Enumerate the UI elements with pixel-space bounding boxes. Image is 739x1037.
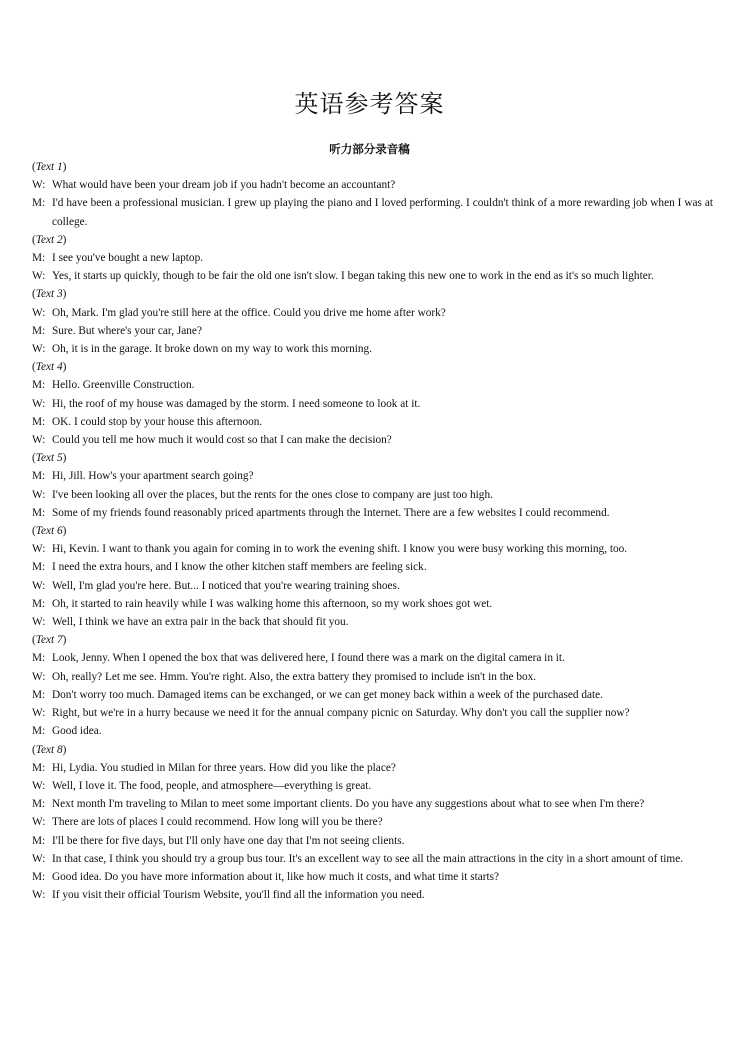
speaker-label: W [32, 270, 43, 283]
dialogue-line [32, 558, 713, 576]
utterance-text: Oh, it started to rain heavily while I was walking home this afternoon, so my work shoes got wet. [52, 597, 493, 610]
utterance-text: OK. I could stop by your house this afternoon. [52, 415, 263, 428]
speaker-label: W [32, 779, 43, 792]
speaker-colon: : [42, 779, 46, 792]
text-label: Text 2 [35, 233, 63, 246]
speaker-label: W [32, 543, 43, 556]
speaker [32, 886, 52, 904]
speaker [32, 777, 52, 795]
speaker-colon: : [42, 652, 46, 665]
speaker-label: M [32, 798, 43, 811]
paren-open: ( [32, 288, 36, 301]
utterance-text: I see you've bought a new laptop. [52, 252, 204, 265]
utterance-text: Oh, it is in the garage. It broke down on my way to work this morning. [52, 343, 373, 356]
speaker-colon: : [42, 343, 46, 356]
speaker [32, 395, 52, 413]
speaker [32, 194, 52, 212]
speaker-label: W [32, 707, 43, 720]
text-label: Text 1 [35, 161, 63, 173]
dialogue-line [32, 813, 713, 831]
speaker [32, 249, 52, 267]
utterance-text: Hi, Lydia. You studied in Milan for three years. How did you like the place? [52, 761, 396, 774]
paren-close: ) [62, 743, 67, 756]
dialogue-line [32, 376, 713, 394]
utterance-text: Don't worry too much. Damaged items can be exchanged, or we can get money back within a week of the purchased date. [52, 688, 603, 701]
speaker-colon: : [42, 579, 46, 592]
speaker-colon: : [42, 470, 46, 483]
dialogue-line [32, 704, 713, 722]
utterance-text: Well, I think we have an extra pair in the back that should fit you. [52, 616, 349, 629]
speaker-label: W [32, 434, 43, 447]
dialogue-line [32, 540, 713, 558]
speaker-label: W [32, 616, 43, 629]
utterance-text: What would have been your dream job if you hadn't become an accountant? [52, 179, 396, 192]
speaker [32, 850, 52, 868]
speaker-colon: : [42, 870, 46, 883]
dialogue-line [32, 595, 713, 613]
dialogue-line [32, 486, 713, 504]
speaker-colon: : [42, 415, 46, 428]
speaker [32, 613, 52, 631]
speaker [32, 832, 52, 850]
paren-close: ) [62, 634, 67, 647]
paren-close: ) [62, 525, 67, 538]
page-title: 英语参考答案 [294, 90, 445, 118]
text-label: Text 5 [35, 452, 63, 465]
utterance-text: Right, but we're in a hurry because we need it for the annual company picnic on Saturday. Why don't you call the supplier now? [52, 707, 630, 720]
speaker-colon: : [42, 543, 46, 556]
paren-close: ) [62, 161, 67, 173]
text-label: Text 7 [35, 634, 63, 647]
speaker-label: M [32, 324, 43, 337]
utterance-text: I'd have been a professional musician. I grew up playing the piano and I loved performing. I couldn't think of a more rewarding job when I was at college. [52, 197, 713, 228]
speaker-colon: : [42, 597, 46, 610]
utterance-text: Sure. But where's your car, Jane? [52, 324, 202, 337]
text-label: Text 3 [35, 288, 63, 301]
paren-close: ) [62, 233, 67, 246]
speaker-colon: : [42, 761, 46, 774]
speaker [32, 558, 52, 576]
speaker-label: M [32, 252, 43, 265]
speaker-label: W [32, 852, 43, 865]
utterance-text: Could you tell me how much it would cost so that I can make the decision? [52, 434, 392, 447]
utterance-text: In that case, I think you should try a group bus tour. It's an excellent way to see all the main attractions in the city in a short amount of time. [52, 852, 684, 865]
dialogue-line [32, 504, 713, 522]
utterance-text: Some of my friends found reasonably priced apartments through the Internet. There are a few websites I could recommend. [52, 506, 610, 519]
paren-open: ( [32, 233, 36, 246]
speaker-colon: : [42, 506, 46, 519]
speaker-colon: : [42, 798, 46, 811]
dialogue-line [32, 649, 713, 667]
speaker-colon: : [42, 561, 46, 574]
utterance-text: I'll be there for five days, but I'll only have one day that I'm not seeing clients. [52, 834, 405, 847]
speaker-label: W [32, 343, 43, 356]
dialogue-line [32, 577, 713, 595]
dialogue-line [32, 759, 713, 777]
text-header [32, 522, 713, 540]
paren-close: ) [62, 452, 67, 465]
speaker-label: W [32, 670, 43, 683]
dialogue-line [32, 322, 713, 340]
speaker-label: M [32, 597, 43, 610]
paren-open: ( [32, 634, 36, 647]
speaker [32, 540, 52, 558]
paren-close: ) [62, 288, 67, 301]
utterance-text: Yes, it starts up quickly, though to be fair the old one isn't slow. I began taking this new one to work in the end as it's so much lighter. [52, 270, 654, 283]
utterance-text: Next month I'm traveling to Milan to meet some important clients. Do you have any suggestions about what to see when I'm there? [52, 798, 645, 811]
speaker [32, 668, 52, 686]
text-header [32, 158, 713, 176]
speaker-colon: : [42, 434, 46, 447]
dialogue-line [32, 886, 713, 904]
utterance-text: Hello. Greenville Construction. [52, 379, 195, 392]
text-header [32, 285, 713, 303]
speaker-label: W [32, 816, 43, 829]
speaker [32, 868, 52, 886]
dialogue-line [32, 176, 713, 194]
utterance-text: Hi, Kevin. I want to thank you again for coming in to work the evening shift. I know you were busy working this morning, too. [52, 543, 628, 556]
dialogue-line [32, 249, 713, 267]
speaker [32, 686, 52, 704]
speaker [32, 795, 52, 813]
speaker-label: M [32, 415, 43, 428]
speaker-label: W [32, 397, 43, 410]
paren-open: ( [32, 743, 36, 756]
speaker-label: M [32, 725, 43, 738]
utterance-text: Well, I'm glad you're here. But... I noticed that you're wearing training shoes. [52, 579, 400, 592]
speaker-label: M [32, 506, 43, 519]
utterance-text: I've been looking all over the places, but the rents for the ones close to company are just too high. [52, 488, 493, 501]
speaker-colon: : [42, 816, 46, 829]
speaker-label: W [32, 579, 43, 592]
speaker-colon: : [42, 179, 46, 192]
speaker [32, 376, 52, 394]
speaker [32, 759, 52, 777]
text-label: Text 4 [35, 361, 63, 374]
speaker [32, 649, 52, 667]
utterance-text: Oh, Mark. I'm glad you're still here at the office. Could you drive me home after work? [52, 306, 446, 319]
paren-open: ( [32, 361, 36, 374]
speaker-colon: : [42, 270, 46, 283]
speaker-colon: : [42, 889, 46, 902]
text-header [32, 449, 713, 467]
utterance-text: There are lots of places I could recommend. How long will you be there? [52, 816, 383, 829]
paren-open: ( [32, 161, 36, 173]
dialogue-line [32, 668, 713, 686]
speaker-colon: : [42, 488, 46, 501]
speaker-colon: : [42, 324, 46, 337]
speaker [32, 322, 52, 340]
speaker-label: M [32, 470, 43, 483]
speaker-label: W [32, 306, 43, 319]
utterance-text: Hi, the roof of my house was damaged by the storm. I need someone to look at it. [52, 397, 421, 410]
paren-open: ( [32, 452, 36, 465]
text-label: Text 6 [35, 525, 63, 538]
speaker [32, 577, 52, 595]
dialogue-line [32, 304, 713, 322]
dialogue-line [32, 467, 713, 485]
speaker-label: W [32, 488, 43, 501]
dialogue-line [32, 795, 713, 813]
text-header [32, 741, 713, 759]
speaker-label: M [32, 379, 43, 392]
speaker-label: M [32, 197, 43, 210]
utterance-text: I need the extra hours, and I know the other kitchen staff members are feeling sick. [52, 561, 427, 574]
speaker-label: M [32, 688, 43, 701]
transcript [32, 158, 713, 904]
speaker [32, 467, 52, 485]
dialogue-line [32, 340, 713, 358]
speaker-colon: : [42, 379, 46, 392]
speaker-label: M [32, 652, 43, 665]
text-header [32, 358, 713, 376]
section-title: 听力部分录音稿 [329, 142, 410, 156]
text-label: Text 8 [35, 743, 63, 756]
speaker-label: M [32, 834, 43, 847]
utterance-text: Good idea. [52, 725, 102, 738]
text-header [32, 631, 713, 649]
paren-close: ) [62, 361, 67, 374]
speaker-colon: : [42, 252, 46, 265]
speaker-colon: : [42, 397, 46, 410]
speaker-colon: : [42, 197, 46, 210]
speaker [32, 486, 52, 504]
speaker-label: W [32, 179, 43, 192]
utterance-text: Good idea. Do you have more information about it, like how much it costs, and what time it starts? [52, 870, 500, 883]
dialogue-line [32, 832, 713, 850]
speaker [32, 813, 52, 831]
dialogue-line [32, 868, 713, 886]
dialogue-line [32, 686, 713, 704]
utterance-text: Hi, Jill. How's your apartment search going? [52, 470, 254, 483]
speaker-colon: : [42, 834, 46, 847]
speaker-label: M [32, 561, 43, 574]
speaker-label: W [32, 889, 43, 902]
speaker [32, 704, 52, 722]
dialogue-line [32, 267, 713, 285]
dialogue-line [32, 850, 713, 868]
utterance-text: If you visit their official Tourism Website, you'll find all the information you need. [52, 889, 425, 902]
utterance-text: Look, Jenny. When I opened the box that was delivered here, I found there was a mark on the digital camera in it. [52, 652, 565, 665]
speaker-colon: : [42, 707, 46, 720]
speaker-colon: : [42, 670, 46, 683]
speaker [32, 595, 52, 613]
speaker [32, 431, 52, 449]
speaker-colon: : [42, 306, 46, 319]
speaker-colon: : [42, 616, 46, 629]
dialogue-line [32, 777, 713, 795]
dialogue-line [32, 431, 713, 449]
dialogue-line [32, 395, 713, 413]
speaker [32, 267, 52, 285]
speaker [32, 304, 52, 322]
speaker-label: M [32, 761, 43, 774]
speaker-colon: : [42, 725, 46, 738]
speaker-colon: : [42, 852, 46, 865]
dialogue-line [32, 613, 713, 631]
speaker [32, 176, 52, 194]
dialogue-line [32, 194, 713, 230]
utterance-text: Well, I love it. The food, people, and atmosphere—everything is great. [52, 779, 372, 792]
speaker-label: M [32, 870, 43, 883]
dialogue-line [32, 722, 713, 740]
text-header [32, 231, 713, 249]
paren-open: ( [32, 525, 36, 538]
speaker [32, 413, 52, 431]
utterance-text: Oh, really? Let me see. Hmm. You're right. Also, the extra battery they promised to include isn't in the box. [52, 670, 537, 683]
speaker [32, 340, 52, 358]
speaker [32, 504, 52, 522]
speaker [32, 722, 52, 740]
speaker-colon: : [42, 688, 46, 701]
dialogue-line [32, 413, 713, 431]
